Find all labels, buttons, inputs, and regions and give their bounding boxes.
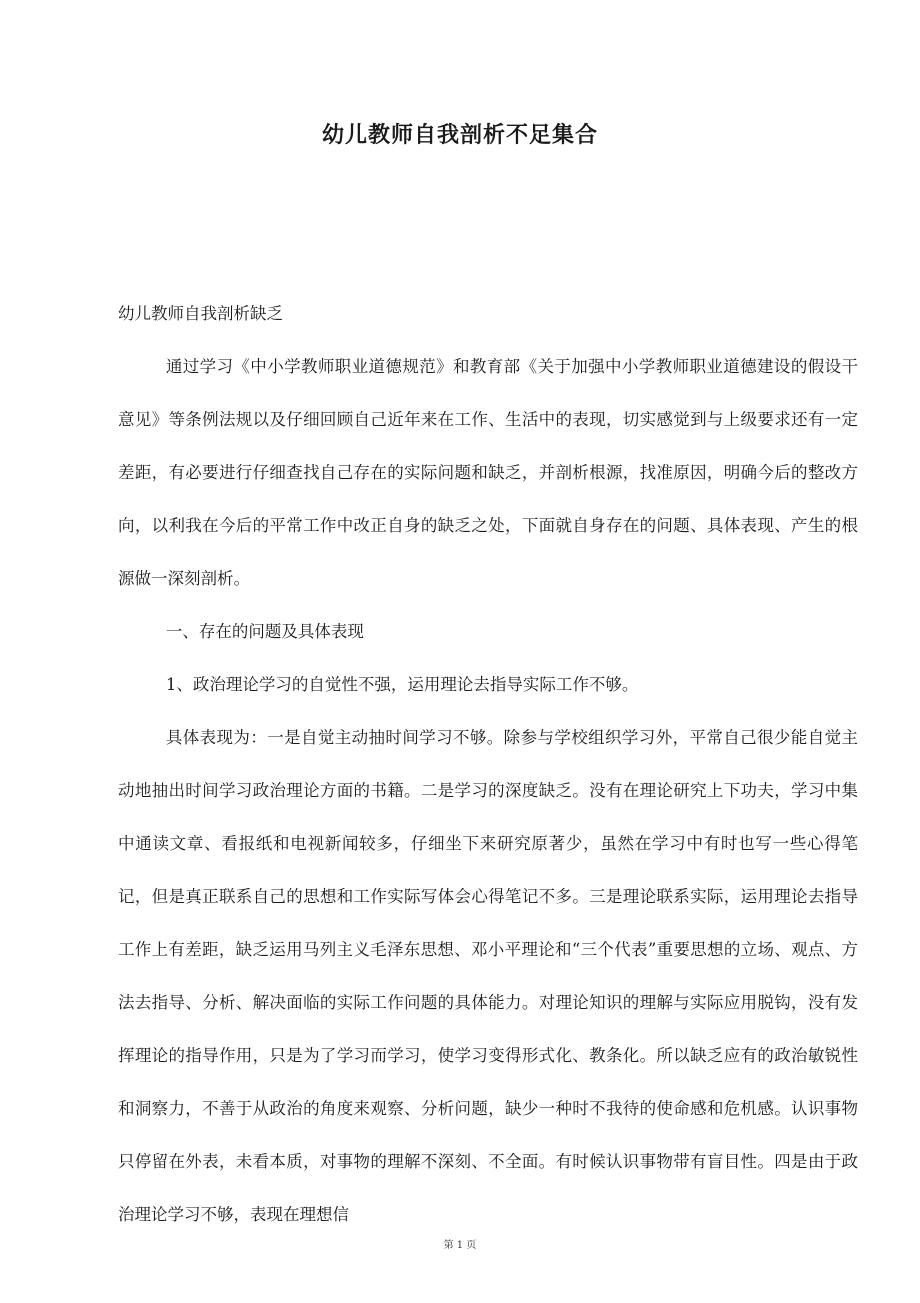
paragraph-intro: 通过学习《中小学教师职业道德规范》和教育部《关于加强中小学教师职业道德建设的假设干意见》等条例法规以及仔细回顾自己近年来在工作、生活中的表现，切实感觉到与上级要求还有一定差距，有必要进行仔细查找自己存在的实际问题和缺乏，并剖析根源，找准原因，明确今后的整改方向，以利我在今后的平常工作中改正自身的缺乏之处，下面就自身存在的问题、具体表现、产生的根源做一深刻剖析。 xyxy=(118,357,858,588)
document-body xyxy=(118,287,858,1241)
section-heading: 一、存在的问题及具体表现 xyxy=(165,622,364,641)
subsection-heading: 1、政治理论学习的自觉性不强，运用理论去指导实际工作不够。 xyxy=(165,675,639,694)
document-title: 幼儿教师自我剖析不足集合 xyxy=(321,123,598,148)
paragraph-details: 具体表现为：一是自觉主动抽时间学习不够。除参与学校组织学习外，平常自己很少能自觉主动地抽出时间学习政治理论方面的书籍。二是学习的深度缺乏。没有在理论研究上下功夫，学习中集中通读文章、看报纸和电视新闻较多，仔细坐下来研究原著少，虽然在学习中有时也写一些心得笔记，但是真正联系自己的思想和工作实际写体会心得笔记不多。三是理论联系实际，运用理论去指导工作上有差距，缺乏运用马列主义毛泽东思想、邓小平理论和“三个代表”重要思想的立场、观点、方法去指导、分析、解决面临的实际工作问题的具体能力。对理论知识的理解与实际应用脱钩，没有发挥理论的指导作用，只是为了学习而学习，使学习变得形式化、教条化。所以缺乏应有的政治敏锐性和洞察力，不善于从政治的角度来观察、分析问题，缺少一种时不我待的使命感和危机感。认识事物只停留在外表，未看本质，对事物的理解不深刻、不全面。有时候认识事物带有盲目性。四是由于政治理论学习不够，表现在理想信 xyxy=(118,728,858,1224)
document-subtitle: 幼儿教师自我剖析缺乏 xyxy=(118,304,283,323)
page-number: 第 1 页 xyxy=(443,1240,477,1251)
